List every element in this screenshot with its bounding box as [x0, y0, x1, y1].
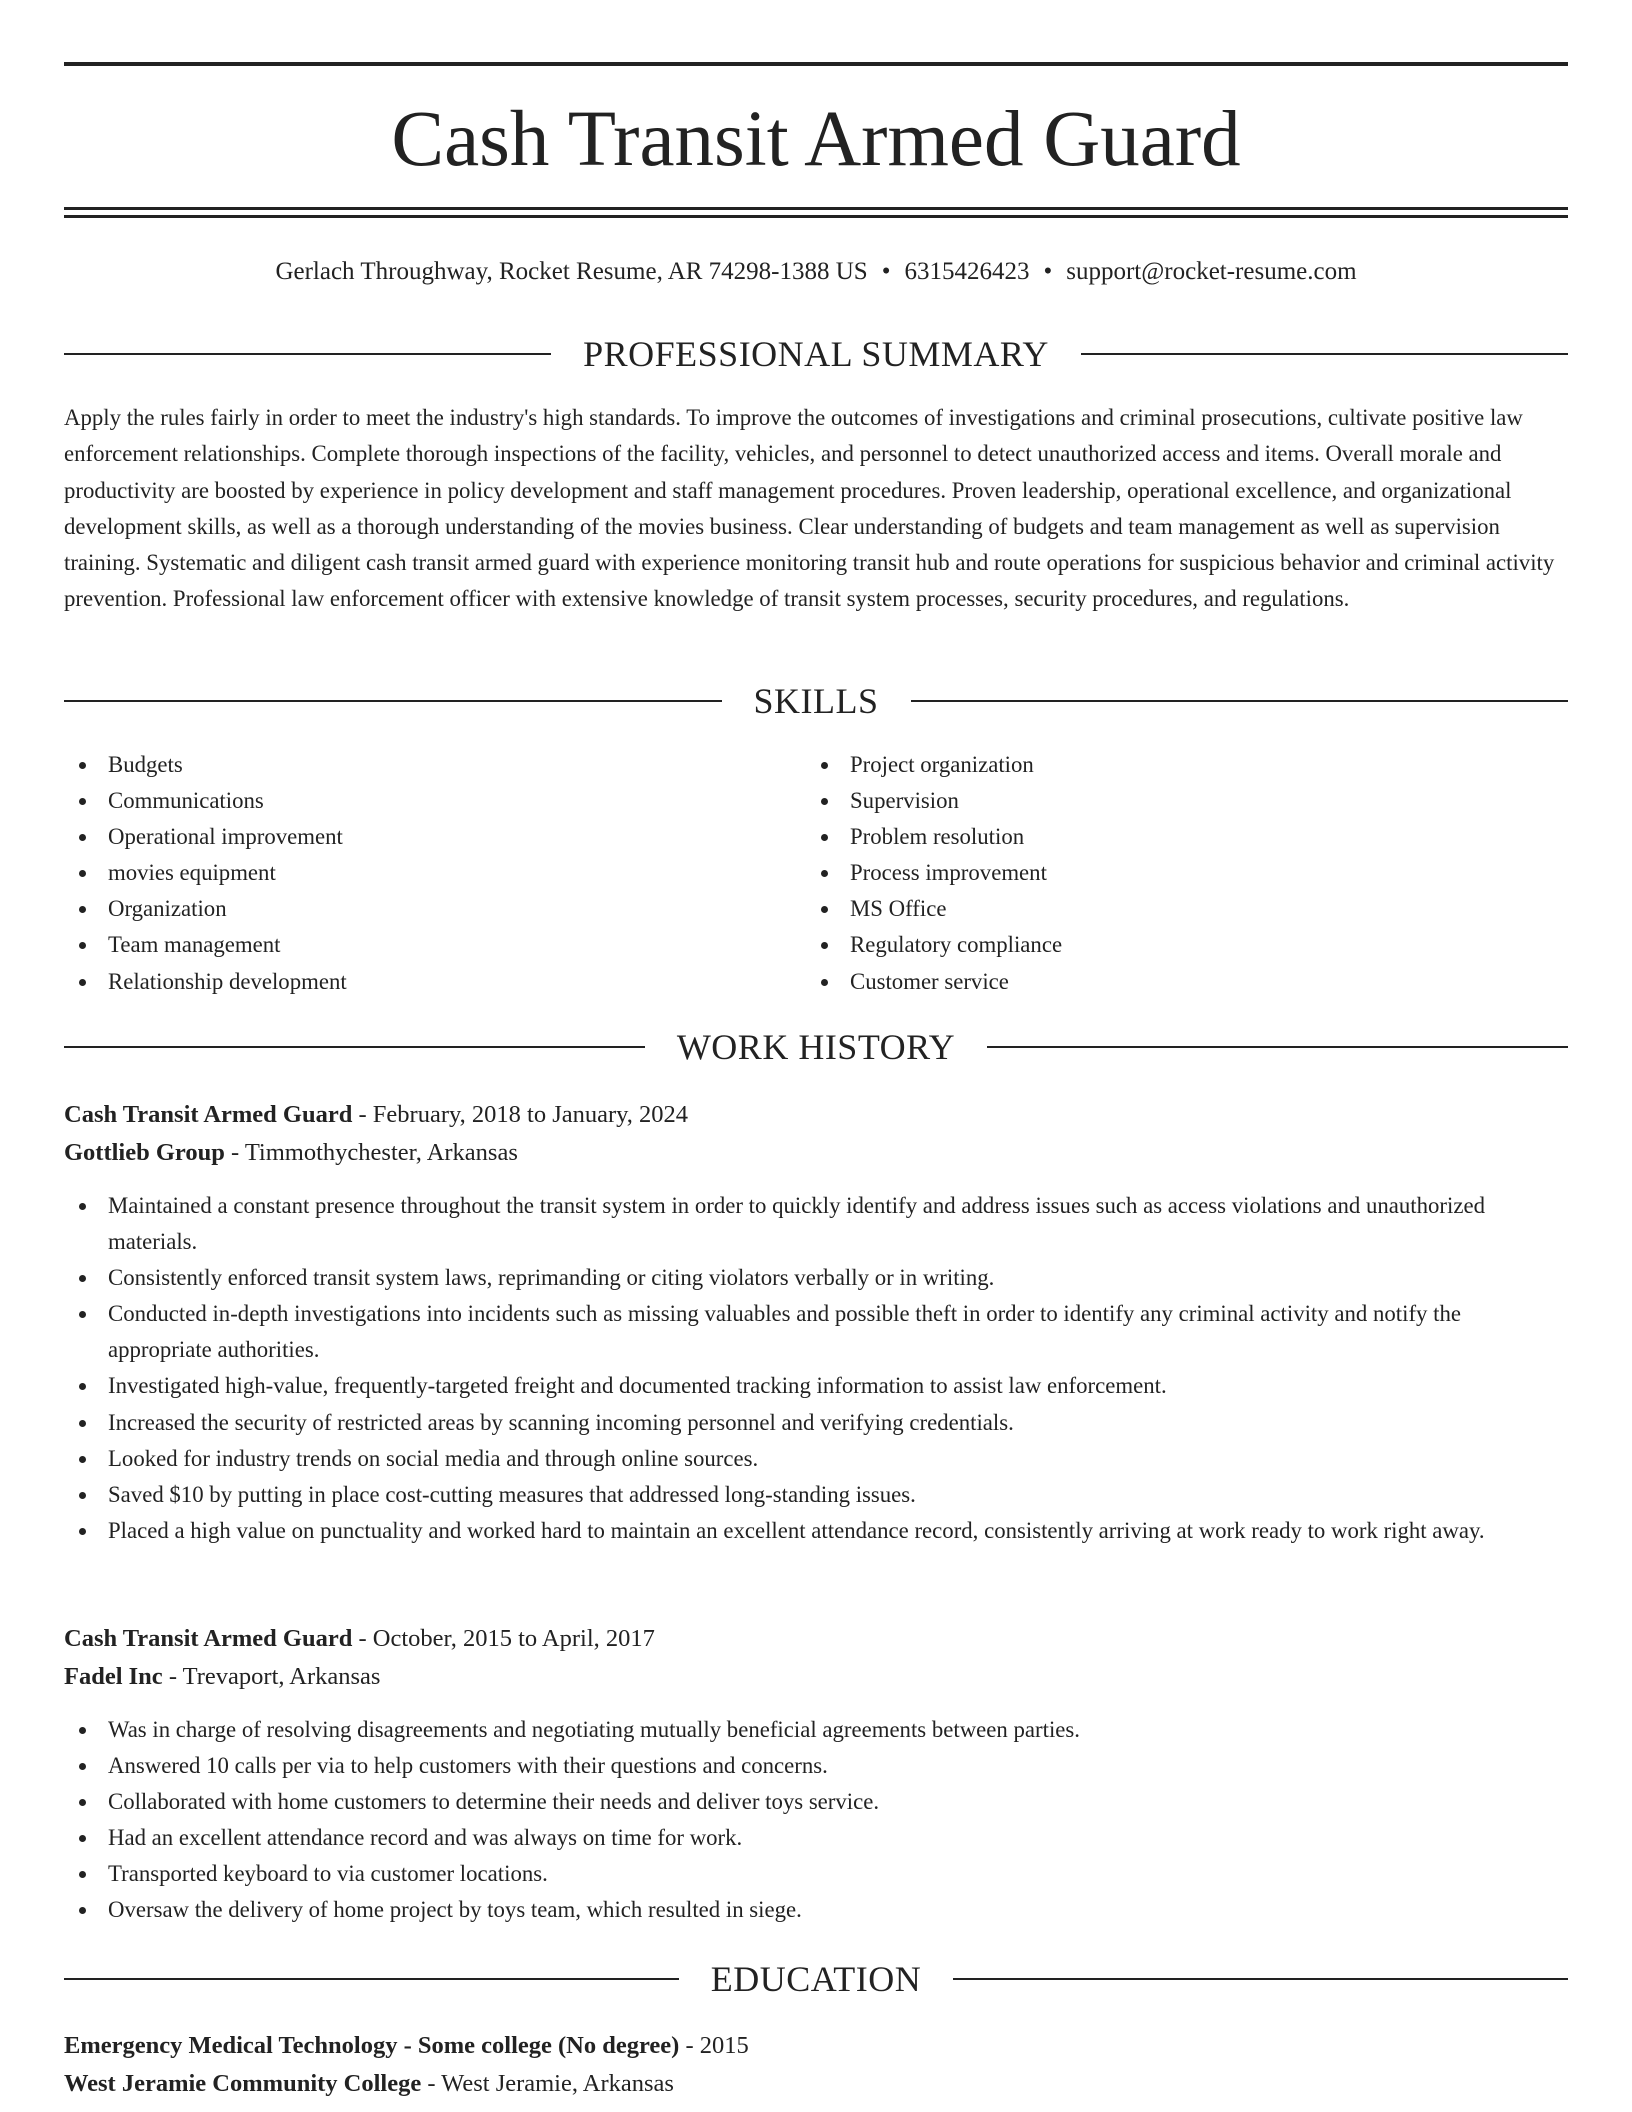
work-history-section-heading: [64, 1025, 1568, 1069]
job-company: Gottlieb Group: [64, 1139, 225, 1166]
education-year: - 2015: [685, 2032, 749, 2059]
contact-email: support@rocket-resume.com: [1066, 258, 1357, 285]
heading-rule-right: [953, 1978, 1568, 1980]
heading-rule-left: [64, 1046, 645, 1048]
summary-text: Apply the rules fairly in order to meet the industry's high standards. To improve the outcomes of investigations and criminal prosecutions, cultivate positive law enforcement relationships. Complete thorough inspections of the facility, vehicles, and personnel to detect unauthorized access and items. Overall morale and productivity are boosted by experience in policy development and staff management procedures. Proven leadership, operational excellence, and organizational development skills, as well as a thorough understanding of the movies business. Clear understanding of budgets and team management as well as supervision training. Systematic and diligent cash transit armed guard with experience monitoring transit hub and route operations for suspicious behavior and criminal activity prevention. Professional law enforcement officer with extensive knowledge of transit system processes, security procedures, and regulations.: [64, 405, 1555, 612]
skill-item: Project organization: [806, 747, 1506, 783]
skills-list-right: [806, 747, 1506, 1000]
skill-item: Supervision: [806, 783, 1506, 819]
job-company: Fadel Inc: [64, 1663, 163, 1690]
education-degree: Emergency Medical Technology - Some college (No degree): [64, 2032, 680, 2059]
job-company-line: [64, 1134, 1568, 1172]
skill-item: Communications: [64, 783, 764, 819]
skill-item: Relationship development: [64, 964, 764, 1000]
contact-line: [64, 255, 1568, 289]
summary-section-heading: [64, 332, 1568, 376]
job-dates: - February, 2018 to January, 2024: [358, 1101, 689, 1128]
education-section-heading: [64, 1957, 1568, 2001]
job-title: Cash Transit Armed Guard: [64, 1625, 353, 1652]
job-location: - Trevaport, Arkansas: [168, 1663, 381, 1690]
job-company-line: [64, 1658, 1568, 1696]
job-bullet: Saved $10 by putting in place cost-cutting measures that addressed long-standing issues.: [64, 1477, 1568, 1513]
education-degree-line: [64, 2027, 1568, 2065]
contact-phone: 6315426423: [904, 258, 1030, 285]
skill-item: movies equipment: [64, 855, 764, 891]
job-bullet: Conducted in-depth investigations into incidents such as missing valuables and possible theft in order to identify any criminal activity and notify the appropriate authorities.: [64, 1296, 1568, 1368]
skill-item: Regulatory compliance: [806, 927, 1506, 963]
heading-rule-right: [1081, 353, 1568, 355]
job-title: Cash Transit Armed Guard: [64, 1101, 353, 1128]
education-school-line: [64, 2065, 1568, 2103]
skill-item: Customer service: [806, 964, 1506, 1000]
job-bullet: Collaborated with home customers to determine their needs and deliver toys service.: [64, 1784, 1568, 1820]
job-bullet: Answered 10 calls per via to help customers with their questions and concerns.: [64, 1748, 1568, 1784]
skills-column-left: [64, 747, 764, 1000]
skill-item: Organization: [64, 891, 764, 927]
job-responsibilities: [64, 1188, 1568, 1549]
education-school: West Jeramie Community College: [64, 2070, 422, 2097]
job-location: - Timmothychester, Arkansas: [230, 1139, 518, 1166]
header-top-rule: [64, 62, 1568, 66]
job-bullet: Transported keyboard to via customer locations.: [64, 1856, 1568, 1892]
skill-item: Problem resolution: [806, 819, 1506, 855]
education-location: - West Jeramie, Arkansas: [427, 2070, 674, 2097]
heading-rule-right: [987, 1046, 1568, 1048]
education-heading: EDUCATION: [710, 1959, 922, 1999]
job-bullet: Oversaw the delivery of home project by toys team, which resulted in siege.: [64, 1892, 1568, 1928]
job-title-line: [64, 1096, 1568, 1134]
job-title-line: [64, 1620, 1568, 1658]
job-bullet: Consistently enforced transit system laws, reprimanding or citing violators verbally or in writing.: [64, 1260, 1568, 1296]
job-bullet: Placed a high value on punctuality and worked hard to maintain an excellent attendance record, consistently arriving at work ready to work right away.: [64, 1513, 1568, 1549]
job-bullet: Investigated high-value, frequently-targeted freight and documented tracking information to assist law enforcement.: [64, 1368, 1568, 1404]
work-history-heading: WORK HISTORY: [676, 1027, 956, 1067]
heading-rule-left: [64, 353, 551, 355]
contact-separator: •: [881, 258, 891, 285]
job-dates: - October, 2015 to April, 2017: [358, 1625, 655, 1652]
header-rule-upper: [64, 207, 1568, 210]
header-rule-lower: [64, 215, 1568, 218]
skills-column-right: [806, 747, 1506, 1000]
skill-item: Budgets: [64, 747, 764, 783]
heading-rule-right: [911, 700, 1569, 702]
heading-rule-left: [64, 700, 722, 702]
contact-separator: •: [1043, 258, 1053, 285]
skills-section-heading: [64, 679, 1568, 723]
skill-item: Team management: [64, 927, 764, 963]
job-bullet: Increased the security of restricted areas by scanning incoming personnel and verifying credentials.: [64, 1405, 1568, 1441]
job-responsibilities: [64, 1712, 1568, 1929]
skill-item: Process improvement: [806, 855, 1506, 891]
job-bullet: Maintained a constant presence throughout the transit system in order to quickly identify and address issues such as access violations and unauthorized materials.: [64, 1188, 1568, 1260]
job-bullet: Had an excellent attendance record and was always on time for work.: [64, 1820, 1568, 1856]
job-bullet-list: [64, 1712, 1568, 1929]
summary-heading: PROFESSIONAL SUMMARY: [583, 334, 1049, 374]
heading-rule-left: [64, 1978, 679, 1980]
skill-item: MS Office: [806, 891, 1506, 927]
contact-address: Gerlach Throughway, Rocket Resume, AR 74298-1388 US: [275, 258, 868, 285]
skills-heading: SKILLS: [753, 681, 879, 721]
job-bullet: Was in charge of resolving disagreements and negotiating mutually beneficial agreements between parties.: [64, 1712, 1568, 1748]
job-bullet: Looked for industry trends on social media and through online sources.: [64, 1441, 1568, 1477]
skill-item: Operational improvement: [64, 819, 764, 855]
job-bullet-list: [64, 1188, 1568, 1549]
skills-list-left: [64, 747, 764, 1000]
resume-title: Cash Transit Armed Guard: [391, 96, 1241, 183]
